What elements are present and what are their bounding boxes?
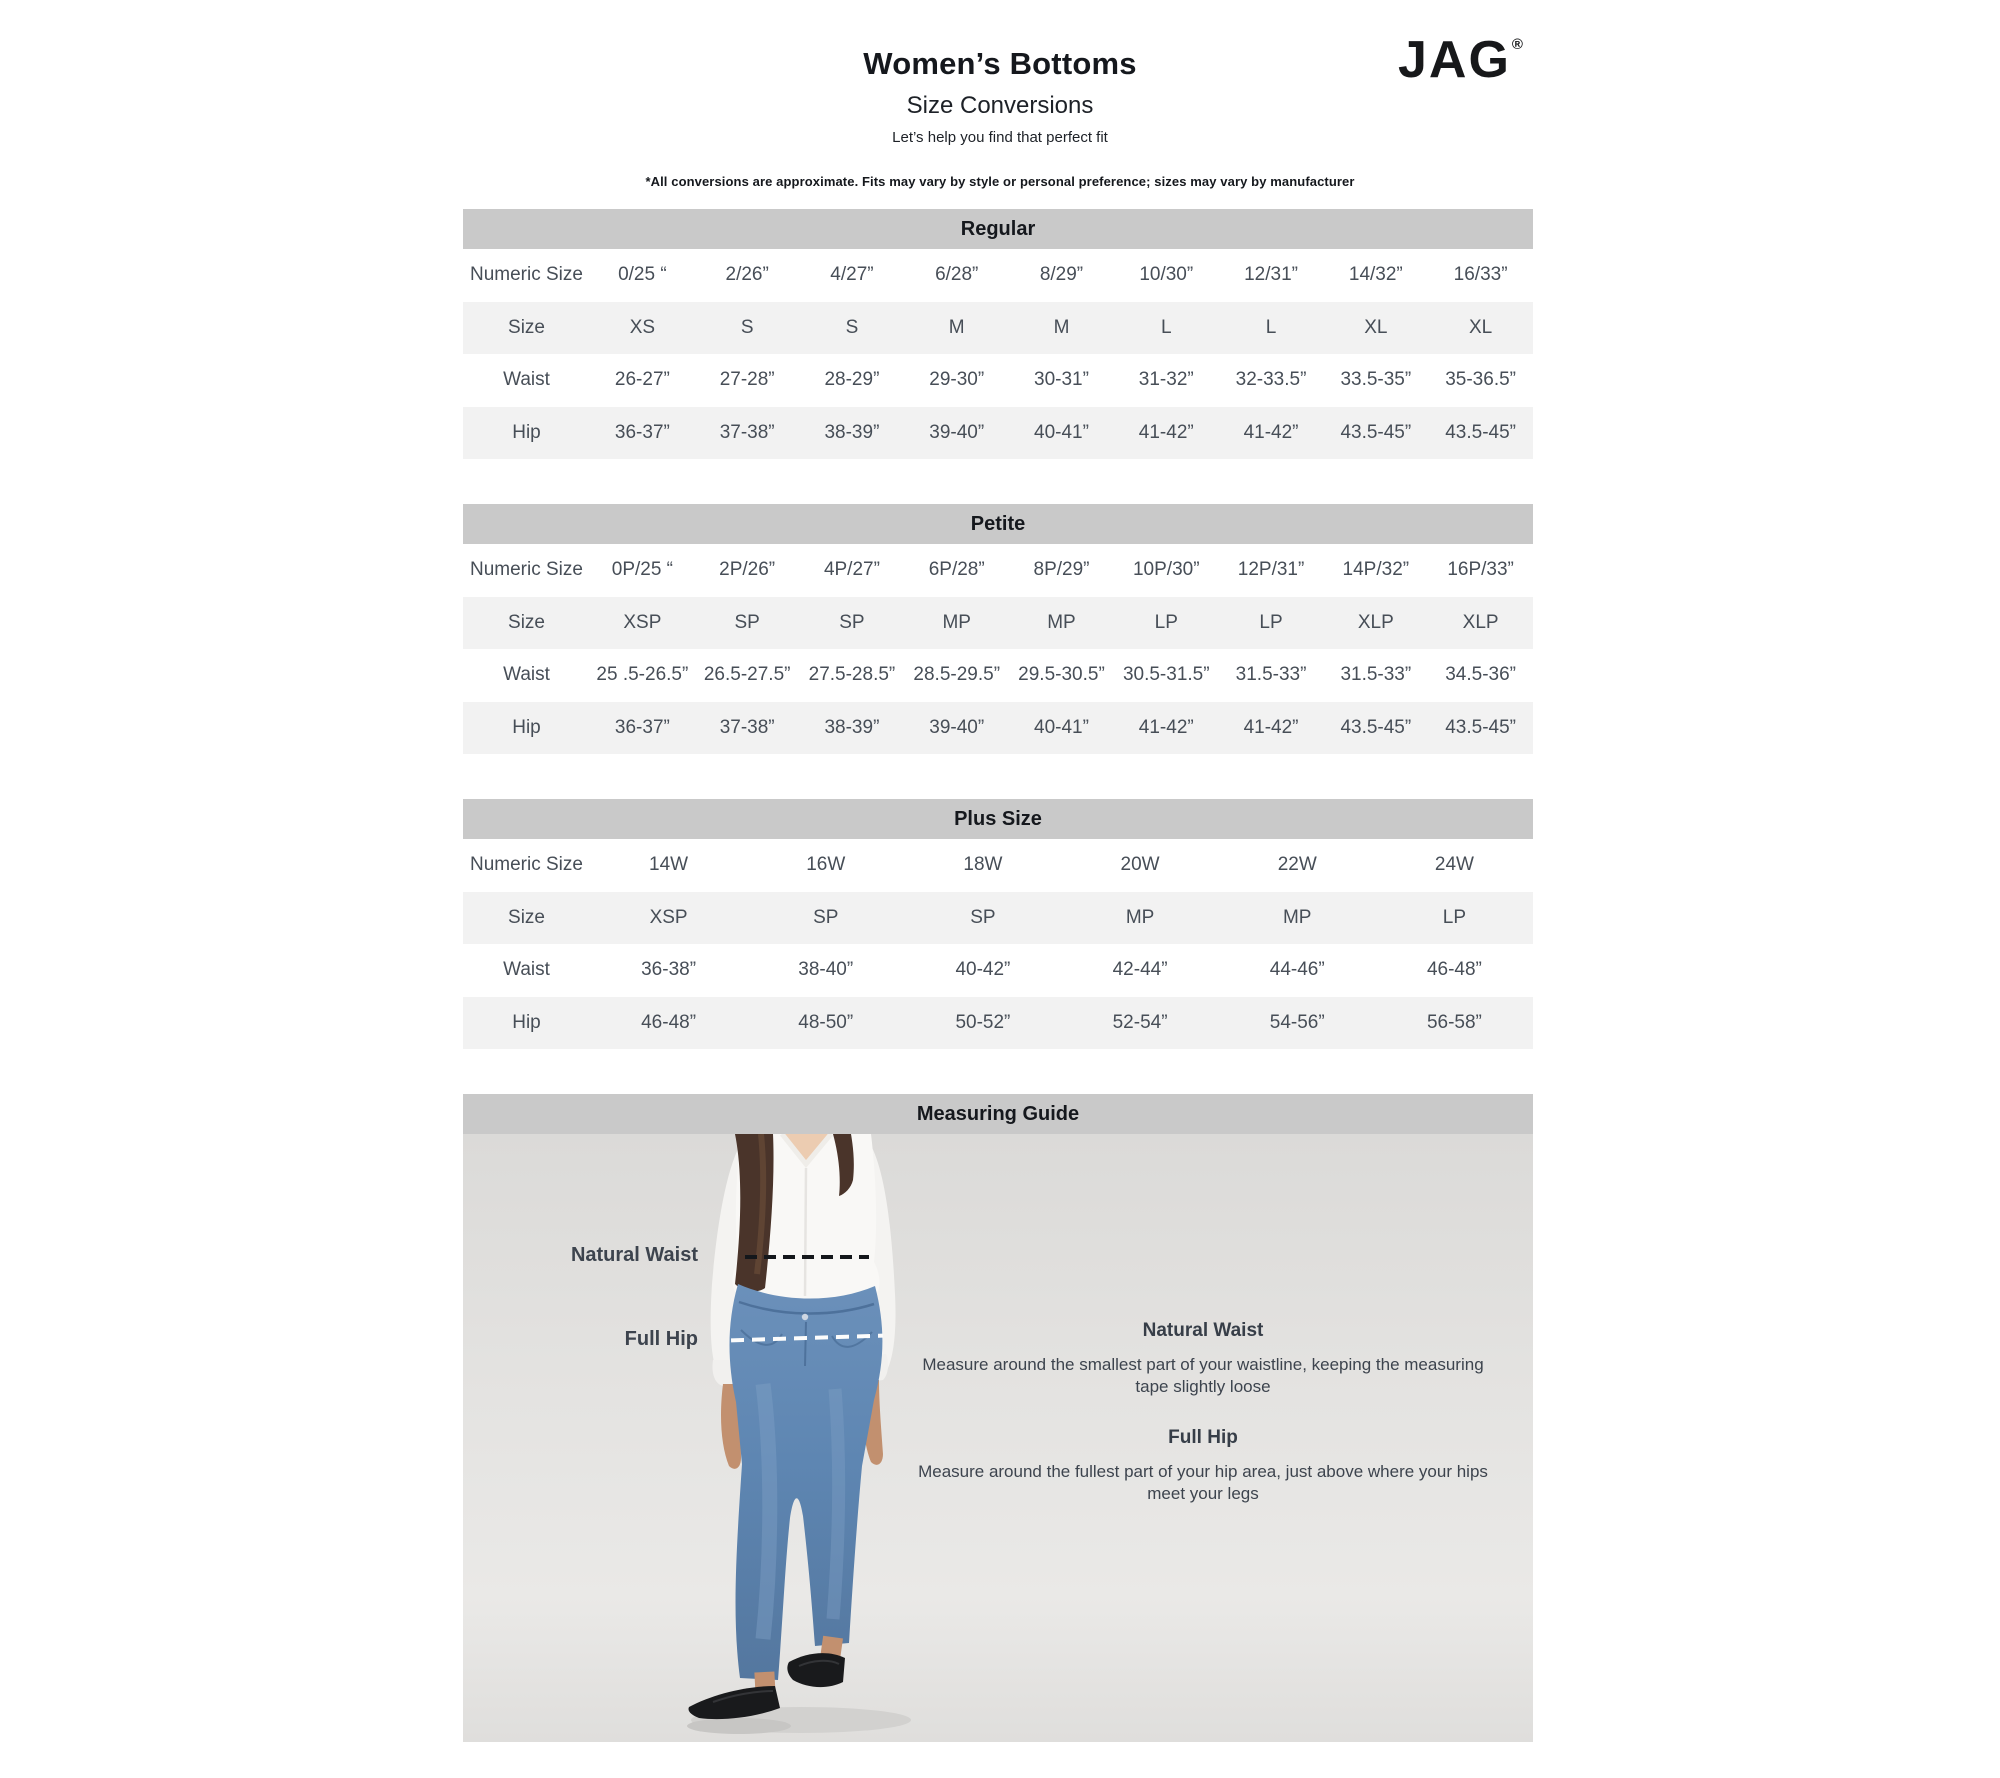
- table-row: [463, 544, 1533, 597]
- size-cell: SP: [839, 611, 865, 633]
- size-cell: 14W: [649, 854, 689, 876]
- table-row: [463, 997, 1533, 1050]
- size-cell: 27-28”: [719, 369, 775, 391]
- size-cell: 42-44”: [1112, 959, 1168, 981]
- registered-mark: ®: [1511, 36, 1523, 53]
- brand-logo: [1398, 31, 1588, 89]
- disclaimer-text: *All conversions are approximate. Fits may vary by style or personal preference; sizes may vary by manufacturer: [645, 174, 1355, 189]
- size-cell: L: [1160, 316, 1172, 338]
- size-table-plus: [463, 799, 1533, 1049]
- table-rows-petite: [463, 544, 1533, 754]
- size-cell: 31.5-33”: [1340, 664, 1412, 686]
- size-cell: XS: [629, 316, 656, 338]
- page-tagline: Let’s help you find that perfect fit: [892, 129, 1108, 146]
- size-cell: 6/28”: [935, 264, 979, 286]
- size-cell: MP: [1125, 906, 1155, 928]
- size-cell: LP: [1442, 906, 1467, 928]
- size-cell: 37-38”: [719, 421, 775, 443]
- measuring-instructions: [913, 1320, 1493, 1534]
- table-title-regular: Regular: [463, 209, 1533, 249]
- waist-measure-line: [745, 1255, 869, 1259]
- size-cell: 36-37”: [614, 716, 670, 738]
- size-cell: MP: [1282, 906, 1312, 928]
- size-cell: 41-42”: [1243, 421, 1299, 443]
- size-cell: L: [1265, 316, 1277, 338]
- size-cell: 25 .5-26.5”: [596, 664, 689, 686]
- size-cell: 22W: [1277, 854, 1317, 876]
- size-cell: 30-31”: [1034, 369, 1089, 391]
- size-cell: 0/25 “: [618, 264, 667, 286]
- table-row: [463, 407, 1533, 460]
- size-cell: 54-56”: [1269, 1011, 1325, 1033]
- table-row: [463, 354, 1533, 407]
- size-cell: 46-48”: [641, 1011, 697, 1033]
- size-cell: 35-36.5”: [1445, 369, 1516, 391]
- instruction-heading-natural-waist: Natural Waist: [1142, 1320, 1264, 1341]
- row-label: Size: [508, 611, 545, 633]
- size-cell: 40-41”: [1034, 421, 1089, 443]
- table-title-plus: Plus Size: [463, 799, 1533, 839]
- size-cell: 2P/26”: [719, 559, 776, 581]
- size-cell: 39-40”: [929, 716, 985, 738]
- size-cell: 29.5-30.5”: [1018, 664, 1105, 686]
- size-cell: 6P/28”: [928, 559, 985, 581]
- size-cell: 24W: [1434, 854, 1474, 876]
- row-label: Size: [508, 316, 545, 338]
- table-row: [463, 702, 1533, 755]
- measuring-guide-title: Measuring Guide: [463, 1094, 1533, 1134]
- size-cell: 20W: [1120, 854, 1160, 876]
- size-cell: 43.5-45”: [1445, 716, 1516, 738]
- size-cell: 40-42”: [955, 959, 1011, 981]
- size-cell: 43.5-45”: [1340, 716, 1412, 738]
- size-cell: SP: [970, 906, 996, 928]
- brand-logo-text: JAG: [1398, 31, 1511, 89]
- size-cell: 26.5-27.5”: [703, 664, 791, 686]
- size-cell: SP: [813, 906, 839, 928]
- size-cell: 40-41”: [1034, 716, 1089, 738]
- table-row: [463, 302, 1533, 355]
- table-rows-regular: [463, 249, 1533, 459]
- size-cell: 50-52”: [955, 1011, 1011, 1033]
- figure-label-full-hip: Full Hip: [624, 1328, 698, 1350]
- size-cell: 16W: [806, 854, 846, 876]
- page-title: Women’s Bottoms: [863, 46, 1137, 81]
- size-cell: 37-38”: [719, 716, 775, 738]
- size-cell: 44-46”: [1269, 959, 1325, 981]
- size-cell: 27.5-28.5”: [808, 664, 896, 686]
- row-label: Hip: [512, 1011, 541, 1033]
- size-cell: 34.5-36”: [1445, 664, 1516, 686]
- size-cell: M: [948, 316, 965, 338]
- size-cell: 0P/25 “: [611, 559, 674, 581]
- size-cell: 29-30”: [929, 369, 985, 391]
- size-cell: XL: [1364, 316, 1388, 338]
- figure-label-natural-waist: Natural Waist: [570, 1244, 698, 1266]
- instruction-heading-full-hip: Full Hip: [1168, 1426, 1238, 1448]
- size-cell: 31-32”: [1138, 369, 1194, 391]
- table-row: [463, 892, 1533, 945]
- size-cell: 43.5-45”: [1445, 421, 1516, 443]
- size-cell: 26-27”: [614, 369, 670, 391]
- size-cell: 41-42”: [1138, 421, 1194, 443]
- size-cell: 38-39”: [824, 421, 880, 443]
- size-cell: 30.5-31.5”: [1122, 664, 1210, 686]
- size-cell: SP: [734, 611, 760, 633]
- size-cell: MP: [1047, 611, 1076, 633]
- size-cell: 32-33.5”: [1235, 369, 1307, 391]
- size-cell: S: [845, 316, 859, 338]
- size-cell: 12/31”: [1244, 264, 1298, 286]
- size-cell: MP: [942, 611, 971, 633]
- size-cell: 48-50”: [798, 1011, 854, 1033]
- row-label: Hip: [512, 716, 541, 738]
- table-title-petite: Petite: [463, 504, 1533, 544]
- table-row: [463, 649, 1533, 702]
- size-cell: 10P/30”: [1132, 559, 1200, 581]
- size-cell: XLP: [1357, 611, 1394, 633]
- table-row: [463, 839, 1533, 892]
- size-cell: 16P/33”: [1447, 559, 1514, 581]
- row-label: Size: [508, 906, 545, 928]
- instruction-body-natural-waist: Measure around the smallest part of your waistline, keeping the measuring tape slightly loose: [922, 1355, 1484, 1397]
- size-cell: 14/32”: [1348, 264, 1403, 286]
- size-table-regular: [463, 209, 1533, 459]
- size-cell: XSP: [623, 611, 662, 633]
- table-row: [463, 249, 1533, 302]
- row-label: Numeric Size: [470, 559, 583, 581]
- size-cell: 38-40”: [798, 959, 854, 981]
- size-cell: 33.5-35”: [1340, 369, 1412, 391]
- size-cell: 31.5-33”: [1235, 664, 1307, 686]
- size-cell: 28-29”: [824, 369, 880, 391]
- measuring-guide-section: [463, 1094, 1533, 1504]
- size-cell: 4P/27”: [823, 559, 880, 581]
- size-cell: 8/29”: [1039, 264, 1084, 286]
- size-cell: 8P/29”: [1033, 559, 1090, 581]
- size-cell: 39-40”: [929, 421, 985, 443]
- row-label: Numeric Size: [470, 264, 583, 286]
- size-cell: 10/30”: [1139, 264, 1194, 286]
- size-cell: 28.5-29.5”: [913, 664, 1001, 686]
- size-cell: XSP: [649, 906, 688, 928]
- size-cell: 2/26”: [725, 264, 769, 286]
- size-cell: 56-58”: [1426, 1011, 1482, 1033]
- instruction-body-full-hip: Measure around the fullest part of your hip area, just above where your hips meet your legs: [918, 1461, 1488, 1504]
- row-label: Waist: [503, 369, 550, 391]
- measuring-guide-photo: [463, 1134, 1533, 1742]
- size-cell: 38-39”: [824, 716, 880, 738]
- size-cell: M: [1053, 316, 1070, 338]
- size-cell: 4/27”: [830, 264, 874, 286]
- size-cell: XLP: [1462, 611, 1499, 633]
- size-cell: 41-42”: [1138, 716, 1194, 738]
- model-figure-image: [683, 1134, 933, 1742]
- size-cell: 46-48”: [1426, 959, 1482, 981]
- size-cell: 12P/31”: [1237, 559, 1305, 581]
- size-cell: 52-54”: [1112, 1011, 1168, 1033]
- size-cell: LP: [1259, 611, 1283, 633]
- size-cell: 41-42”: [1243, 716, 1299, 738]
- row-label: Numeric Size: [470, 854, 583, 876]
- size-cell: 36-38”: [641, 959, 697, 981]
- size-cell: 43.5-45”: [1340, 421, 1412, 443]
- row-label: Waist: [503, 959, 550, 981]
- size-cell: 14P/32”: [1342, 559, 1410, 581]
- table-rows-plus: [463, 839, 1533, 1049]
- size-cell: 16/33”: [1453, 264, 1508, 286]
- table-row: [463, 597, 1533, 650]
- row-label: Hip: [512, 421, 541, 443]
- size-cell: XL: [1468, 316, 1493, 338]
- size-cell: 18W: [963, 854, 1003, 876]
- size-cell: 36-37”: [614, 421, 670, 443]
- page-subtitle: Size Conversions: [906, 92, 1094, 119]
- size-cell: LP: [1154, 611, 1178, 633]
- row-label: Waist: [503, 664, 550, 686]
- size-table-petite: [463, 504, 1533, 754]
- size-cell: S: [740, 316, 754, 338]
- table-row: [463, 944, 1533, 997]
